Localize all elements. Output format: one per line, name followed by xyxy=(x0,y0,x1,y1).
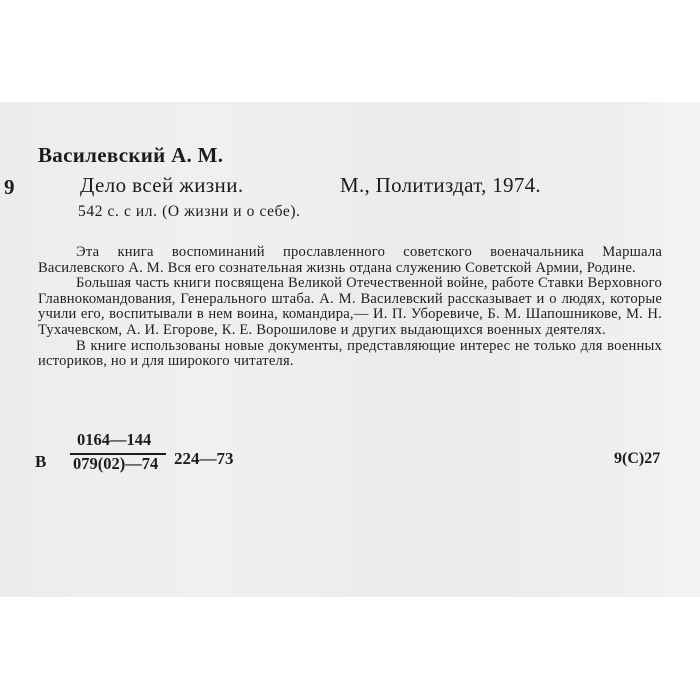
order-number: 224—73 xyxy=(174,449,234,468)
publisher-imprint: М., Политиздат, 1974. xyxy=(340,173,541,197)
page-extent: 542 с. с ил. (О жизни и о себе). xyxy=(78,203,301,220)
annotation-paragraph: Эта книга воспоминаний прославленного советского военачальника Маршала Василевского А. М. Вся его сознательная жизнь отдана служению Советской Армии, Родине. xyxy=(38,244,662,276)
book-title: Дело всей жизни. xyxy=(80,173,244,197)
bbk-numerator: 0164—144 xyxy=(77,430,152,449)
book-annotation xyxy=(38,245,662,370)
annotation-paragraph: Большая часть книги посвящена Великой Отечественной войне, работе Ставки Верховного Главнокомандования, Генерального штаба. А. М. Василевский рассказывает и о людях, которые учили его, воспитывали в нем воина, командира,— И. П. Уборевиче, Б. М. Шапошникове, М. Н. Тухачевском, А. И. Егорове, К. Е. Ворошилове и других выдающихся военных деятелях. xyxy=(38,275,662,338)
author-name: Василевский А. М. xyxy=(38,143,224,167)
classification-code: 9(С)27 xyxy=(614,450,661,467)
index-number: 9 xyxy=(4,175,15,199)
bbk-letter: В xyxy=(35,452,47,471)
bbk-denominator: 079(02)—74 xyxy=(73,454,159,473)
annotation-paragraph: В книге использованы новые документы, представляющие интерес не только для военных историков, но и для широкого читателя. xyxy=(38,337,662,370)
